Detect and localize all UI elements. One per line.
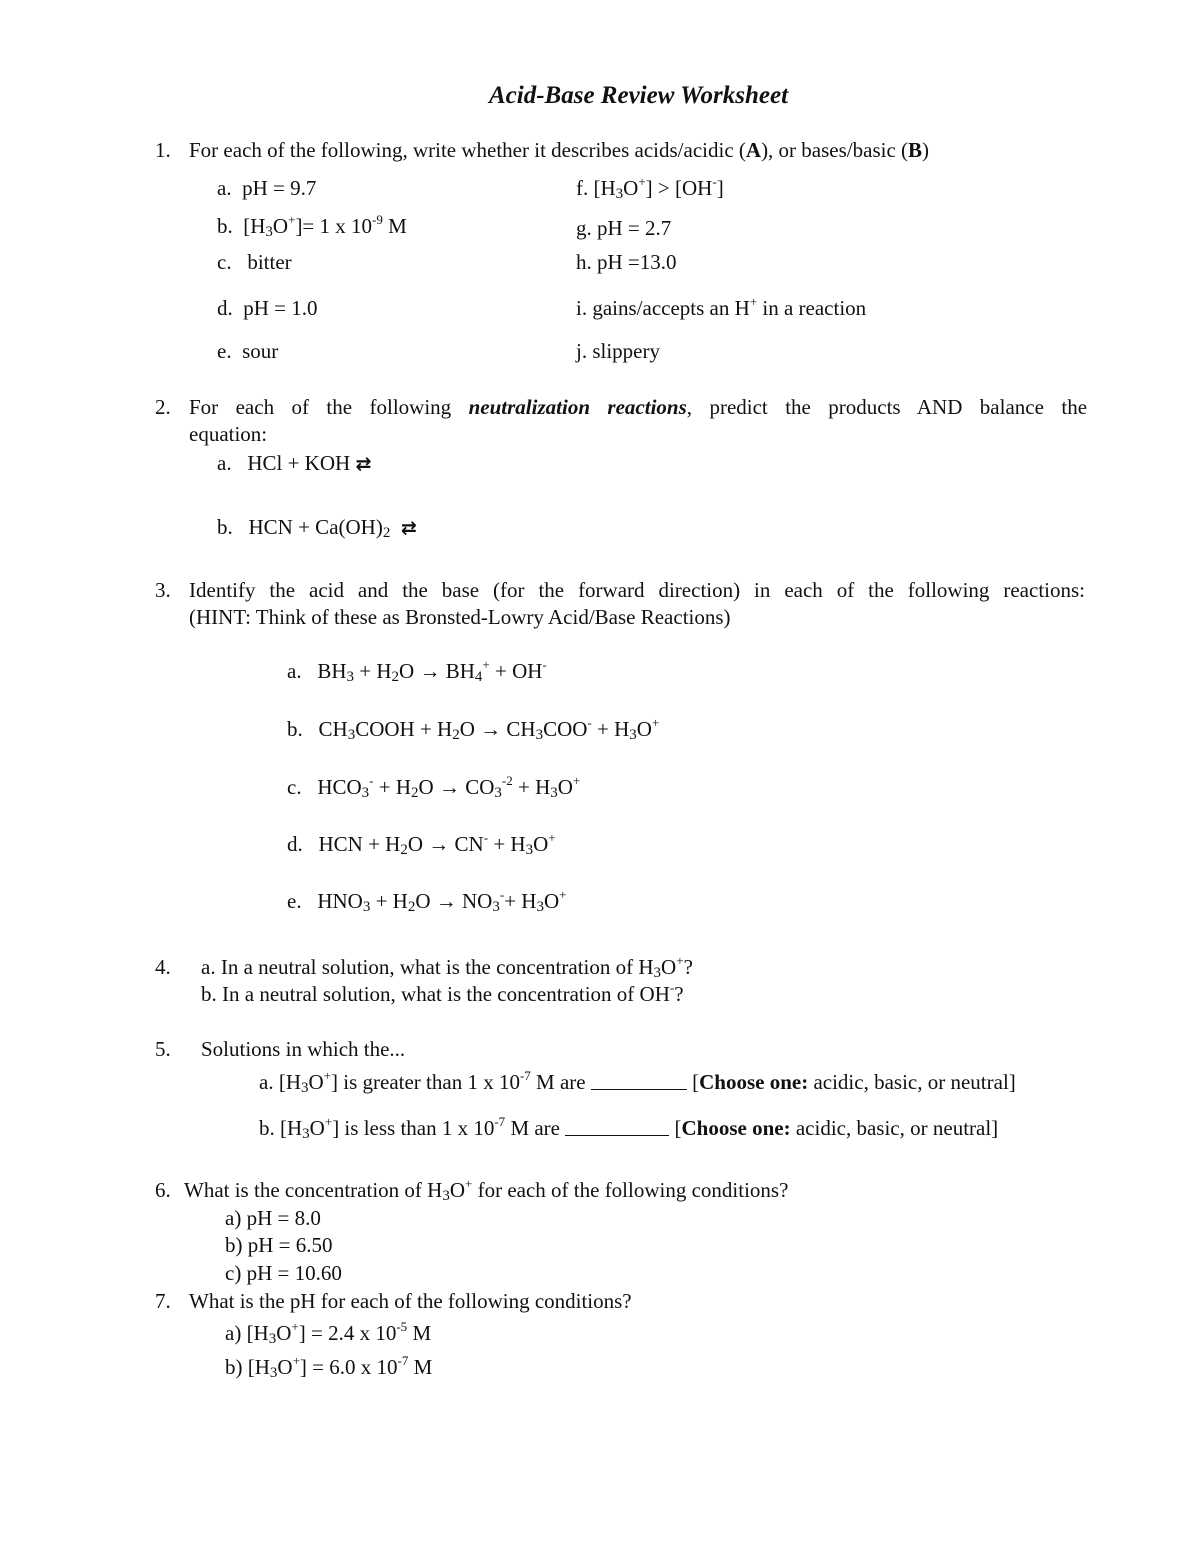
answer-blank[interactable] — [565, 1119, 669, 1136]
q2-item-b: b. HCN + $Ca(OH)_2$ ⇄ — [217, 515, 417, 541]
q7-number: 7. — [155, 1289, 171, 1313]
q3-reaction-e: e. $HNO_3 + H_2O \to NO_3^-+ H_3O^+$ — [287, 887, 567, 915]
q3-number: 3. — [155, 578, 171, 602]
page-title: Acid-Base Review Worksheet — [489, 82, 789, 109]
q1-number: 1. — [155, 138, 171, 162]
q4-number: 4. — [155, 955, 171, 979]
q1-item-d: d. pH = 1.0 — [217, 296, 318, 320]
q1-item-j: j. slippery — [576, 339, 660, 363]
q6-item-c: c) pH = 10.60 — [225, 1261, 342, 1285]
q2-prompt-line1: For each of the following neutralization reactions, predict the products AND balance the — [189, 395, 1088, 419]
reaction-arrow-icon: → — [480, 717, 502, 741]
q3-reaction-d: d. HCN + $H_2O \to CN^- + H_3O^+$ — [287, 830, 556, 858]
q2-number: 2. — [155, 395, 171, 419]
q5-intro: Solutions in which the... — [201, 1037, 406, 1061]
reaction-arrow-icon: → — [438, 775, 460, 799]
q4-part-b: b. In a neutral solution, what is the concentration of OH-? — [201, 980, 684, 1006]
q6-prompt: What is the concentration of $H_3O^+$ for each of the following conditions? — [184, 1176, 789, 1204]
reaction-arrow-icon: → — [419, 659, 441, 683]
q2-item-a: a. HCl + KOH ⇄ — [217, 451, 372, 475]
q1-item-f: f. $[H_3O^+] > [OH^-]$ — [576, 174, 724, 202]
reaction-arrow-icon: → — [435, 889, 457, 913]
q3-reaction-b: b. $CH_3COOH + H_2O \to CH_3COO^- + H_3O^+$ — [287, 715, 660, 743]
q6-item-a: a) pH = 8.0 — [225, 1206, 321, 1230]
q5-number: 5. — [155, 1037, 171, 1061]
q1-item-e: e. sour — [217, 339, 279, 363]
equilibrium-arrow-icon: ⇄ — [400, 517, 417, 539]
q1-item-c: c. bitter — [217, 250, 292, 274]
q3-reaction-a: a. $BH_3 + H_2O \to BH_4^+ + OH^-$ — [287, 657, 547, 685]
q4-part-a: a. In a neutral solution, what is the concentration of $H_3O^+$? — [201, 953, 693, 981]
q1-item-i: i. gains/accepts an H+ in a reaction — [576, 294, 867, 320]
q5-part-b: b. $[H_3O^+]$ is less than 1 x $10^{-7}$ M are [Choose one: acidic, basic, or neutral] — [259, 1114, 999, 1142]
q3-prompt-line1: Identify the acid and the base (for the forward direction) in each of the following reactions: — [189, 578, 1085, 602]
q3-prompt-line2: (HINT: Think of these as Bronsted-Lowry Acid/Base Reactions) — [189, 605, 731, 629]
q3-reaction-c: c. $HCO_3^- + H_2O \to CO_3^{-2} + H_3O^+$ — [287, 773, 581, 801]
q6-number: 6. — [155, 1178, 171, 1202]
q7-prompt: What is the pH for each of the following conditions? — [189, 1289, 632, 1313]
reaction-arrow-icon: → — [428, 832, 450, 856]
q7-item-b: b) $[H_3O^+] = 6.0$ x $10^{-7}$ M — [225, 1353, 433, 1381]
q6-item-b: b) pH = 6.50 — [225, 1233, 333, 1257]
q7-item-a: a) $[H_3O^+] = 2.4$ x $10^{-5}$ M — [225, 1319, 432, 1347]
answer-blank[interactable] — [591, 1073, 687, 1090]
q1-item-h: h. pH =13.0 — [576, 250, 677, 274]
q1-prompt: For each of the following, write whether it describes acids/acidic (A), or bases/basic (B) — [189, 138, 930, 162]
q2-prompt-line2: equation: — [189, 422, 268, 446]
equilibrium-arrow-icon: ⇄ — [355, 453, 372, 475]
q5-part-a: a. $[H_3O^+]$ is greater than 1 x $10^{-7}$ M are [Choose one: acidic, basic, or neutral] — [259, 1068, 1016, 1096]
q1-item-g: g. pH = 2.7 — [576, 216, 672, 240]
q1-item-a: a. pH = 9.7 — [217, 176, 317, 200]
q1-item-b: b. $[H_3O^+]= 1$ x $10^{-9}$ M — [217, 212, 407, 240]
